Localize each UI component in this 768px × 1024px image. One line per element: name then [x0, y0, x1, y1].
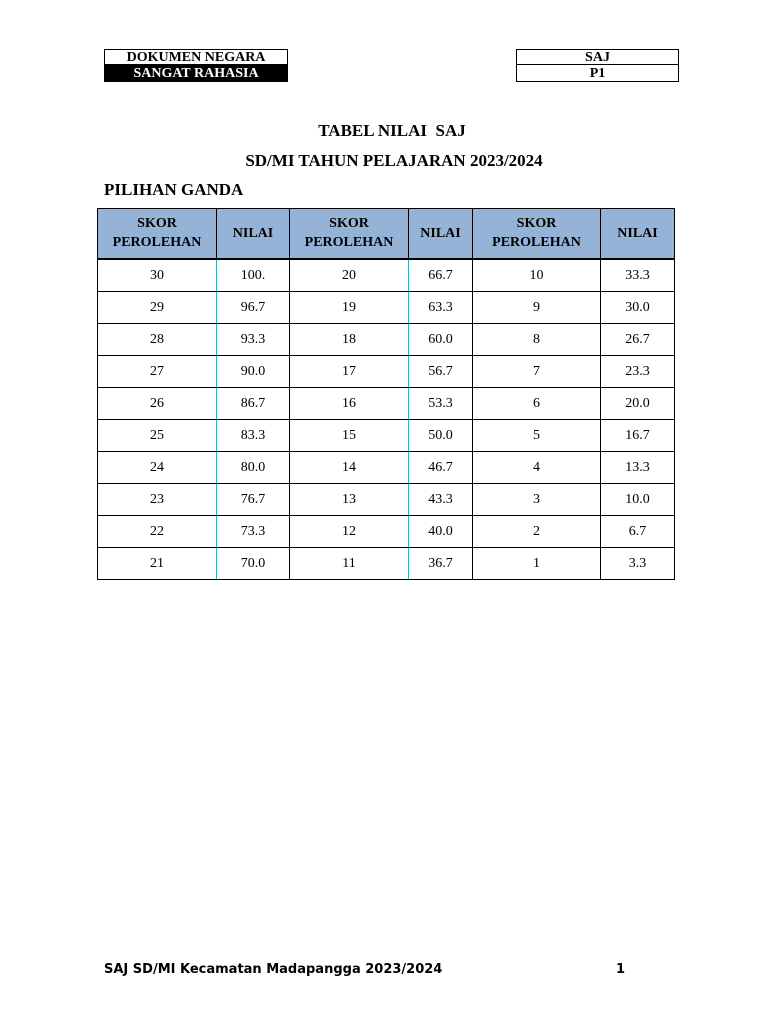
footer-text: SAJ SD/MI Kecamatan Madapangga 2023/2024 [104, 962, 443, 977]
score-cell: 14 [290, 452, 409, 484]
score-cell: 2 [473, 516, 601, 548]
table-header-row [98, 209, 675, 260]
nilai-cell: 73.3 [217, 516, 290, 548]
score-cell: 15 [290, 420, 409, 452]
table-row [98, 388, 675, 420]
nilai-cell: 30.0 [601, 292, 675, 324]
score-cell: 10 [473, 259, 601, 292]
nilai-cell: 100. [217, 259, 290, 292]
nilai-cell: 56.7 [409, 356, 473, 388]
score-cell: 23 [98, 484, 217, 516]
nilai-cell: 53.3 [409, 388, 473, 420]
nilai-cell: 40.0 [409, 516, 473, 548]
score-cell: 1 [473, 548, 601, 580]
score-cell: 7 [473, 356, 601, 388]
score-cell: 3 [473, 484, 601, 516]
table-row [98, 324, 675, 356]
nilai-cell: 93.3 [217, 324, 290, 356]
score-cell: 29 [98, 292, 217, 324]
score-cell: 6 [473, 388, 601, 420]
nilai-cell: 23.3 [601, 356, 675, 388]
score-cell: 24 [98, 452, 217, 484]
score-cell: 19 [290, 292, 409, 324]
table-row [98, 484, 675, 516]
column-header-score-1: SKOR PEROLEHAN [98, 209, 217, 260]
document-code-box [516, 49, 679, 82]
column-header-score-2: SKOR PEROLEHAN [290, 209, 409, 260]
column-header-nilai-2: NILAI [409, 209, 473, 260]
nilai-cell: 46.7 [409, 452, 473, 484]
score-cell: 17 [290, 356, 409, 388]
nilai-cell: 50.0 [409, 420, 473, 452]
table-row [98, 516, 675, 548]
nilai-cell: 36.7 [409, 548, 473, 580]
table-row [98, 356, 675, 388]
column-header-nilai-3: NILAI [601, 209, 675, 260]
nilai-cell: 16.7 [601, 420, 675, 452]
nilai-cell: 20.0 [601, 388, 675, 420]
nilai-cell: 63.3 [409, 292, 473, 324]
document-title: TABEL NILAI SAJ [318, 121, 466, 140]
score-cell: 9 [473, 292, 601, 324]
score-cell: 20 [290, 259, 409, 292]
classification-line2: SANGAT RAHASIA [104, 65, 288, 82]
nilai-cell: 10.0 [601, 484, 675, 516]
score-cell: 25 [98, 420, 217, 452]
nilai-cell: 86.7 [217, 388, 290, 420]
score-cell: 27 [98, 356, 217, 388]
score-cell: 12 [290, 516, 409, 548]
document-code-line2: P1 [516, 65, 679, 82]
nilai-cell: 80.0 [217, 452, 290, 484]
score-cell: 22 [98, 516, 217, 548]
table-row [98, 452, 675, 484]
table-body [98, 259, 675, 580]
document-code-line1: SAJ [516, 49, 679, 65]
nilai-cell: 43.3 [409, 484, 473, 516]
score-cell: 30 [98, 259, 217, 292]
score-cell: 28 [98, 324, 217, 356]
nilai-cell: 66.7 [409, 259, 473, 292]
classification-box [104, 49, 288, 82]
table-row [98, 259, 675, 292]
nilai-cell: 13.3 [601, 452, 675, 484]
score-cell: 21 [98, 548, 217, 580]
page-number: 1 [616, 962, 626, 977]
score-cell: 16 [290, 388, 409, 420]
table-row [98, 420, 675, 452]
nilai-cell: 70.0 [217, 548, 290, 580]
nilai-cell: 6.7 [601, 516, 675, 548]
score-cell: 5 [473, 420, 601, 452]
nilai-cell: 96.7 [217, 292, 290, 324]
score-cell: 4 [473, 452, 601, 484]
nilai-cell: 3.3 [601, 548, 675, 580]
nilai-cell: 90.0 [217, 356, 290, 388]
score-cell: 8 [473, 324, 601, 356]
table-row [98, 548, 675, 580]
table-row [98, 292, 675, 324]
score-cell: 13 [290, 484, 409, 516]
classification-line1: DOKUMEN NEGARA [104, 49, 288, 65]
score-cell: 11 [290, 548, 409, 580]
column-header-nilai-1: NILAI [217, 209, 290, 260]
column-header-score-3: SKOR PEROLEHAN [473, 209, 601, 260]
score-cell: 26 [98, 388, 217, 420]
nilai-cell: 60.0 [409, 324, 473, 356]
score-cell: 18 [290, 324, 409, 356]
nilai-cell: 83.3 [217, 420, 290, 452]
nilai-cell: 76.7 [217, 484, 290, 516]
document-subtitle: SD/MI TAHUN PELAJARAN 2023/2024 [245, 151, 543, 170]
nilai-cell: 26.7 [601, 324, 675, 356]
score-table [97, 208, 675, 580]
section-label: PILIHAN GANDA [104, 180, 244, 199]
nilai-cell: 33.3 [601, 259, 675, 292]
